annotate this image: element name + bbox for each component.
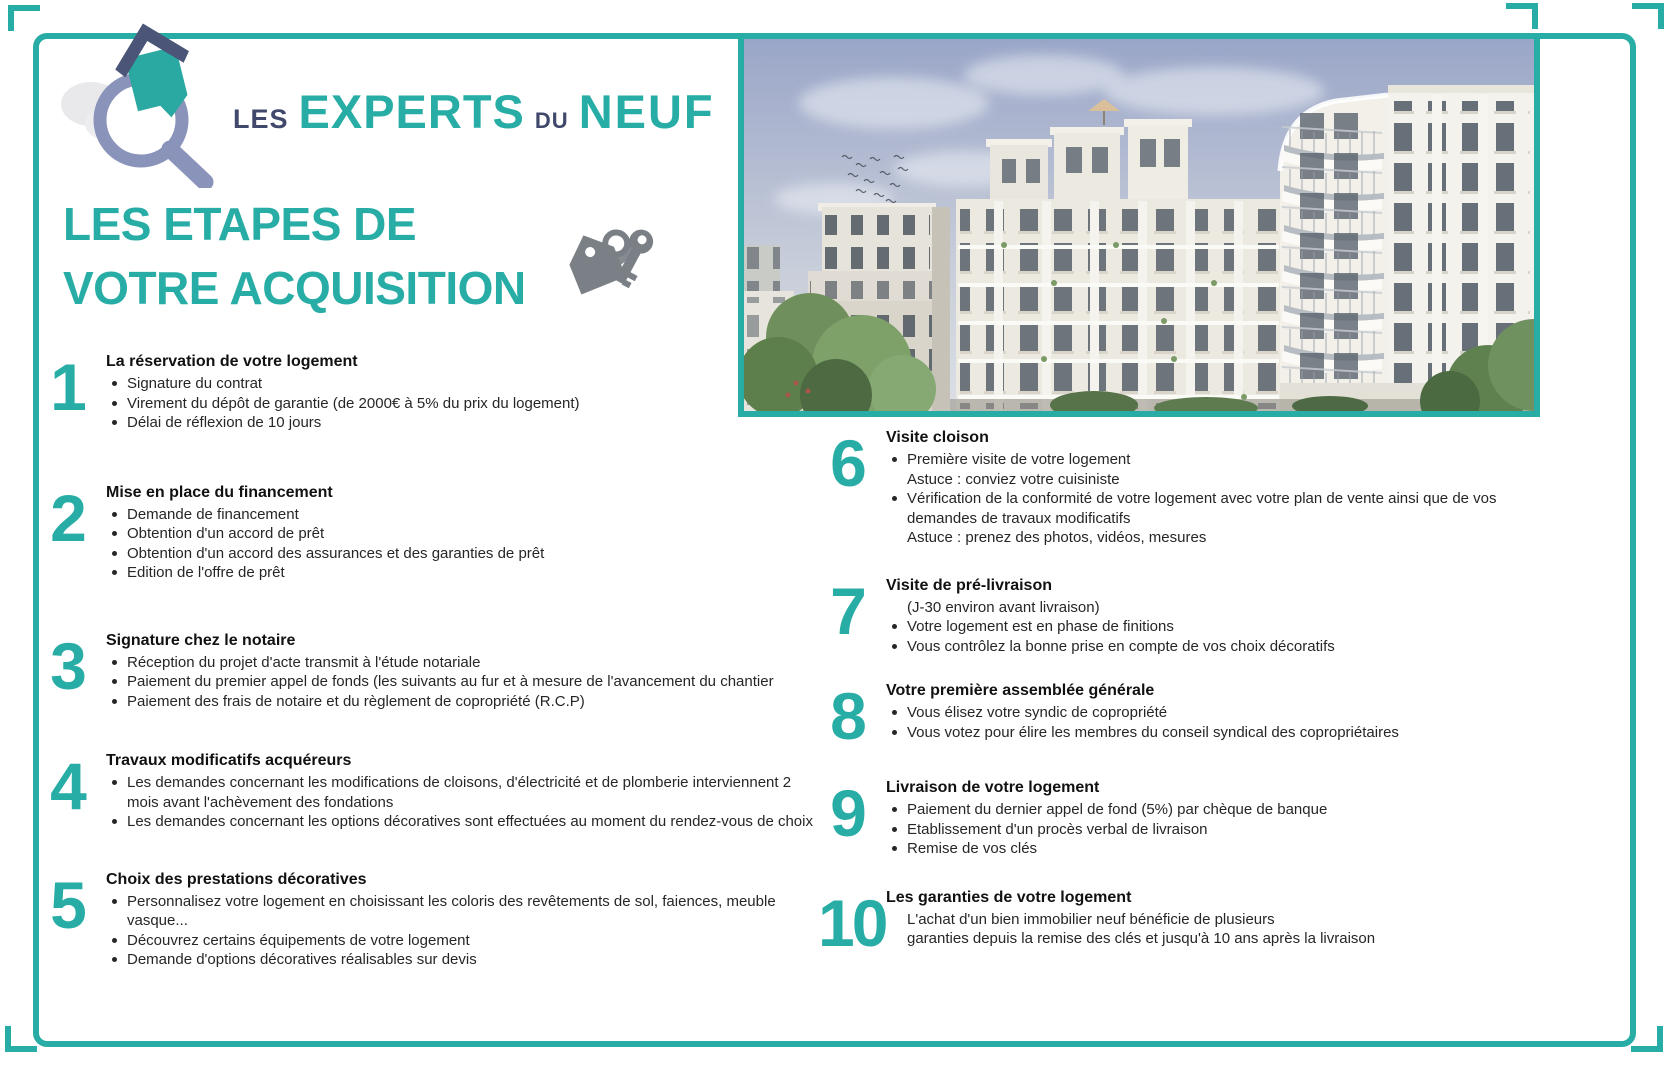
step-line-text: Les demandes concernant les modifications de cloisons, d'électricité et de plomberie interviennent 2	[127, 774, 792, 791]
building-photo	[738, 33, 1540, 417]
step	[38, 867, 818, 970]
bullet-dot	[112, 570, 117, 575]
step-line	[886, 800, 1327, 820]
bullet-dot	[892, 807, 897, 812]
bullet-dot	[112, 780, 117, 785]
step-line-text: Vous votez pour élire les membres du conseil syndical des copropriétaires	[907, 723, 1399, 741]
bullet-dot	[892, 846, 897, 851]
step	[818, 885, 1558, 960]
step-items	[886, 450, 1497, 548]
step-line-text: Astuce : prenez des photos, vidéos, mesures	[907, 529, 1207, 546]
step-number: 9	[830, 776, 864, 850]
bullet-dot	[112, 660, 117, 665]
step	[818, 778, 1558, 859]
step-line-text: Les demandes concernant les options décoratives sont effectuées au moment du rendez-vous de choix	[127, 813, 813, 830]
step-line	[106, 544, 544, 564]
step-heading: Signature chez le notaire	[106, 631, 296, 649]
step	[818, 573, 1558, 657]
house-keys-icon	[554, 213, 670, 309]
step-line-text: Personnalisez votre logement en choisissant les coloris des revêtements de sol, faiences, meuble	[127, 892, 776, 910]
step-line	[886, 723, 1399, 743]
step-number: 10	[818, 885, 886, 960]
step-body	[876, 428, 1497, 548]
brand-wordmark	[233, 84, 715, 139]
step-line	[886, 637, 1335, 657]
step-line	[886, 598, 1335, 618]
step-line-text: Etablissement d'un procès verbal de livraison	[907, 820, 1208, 838]
step-heading: Visite cloison	[886, 429, 989, 446]
step-line	[886, 910, 1375, 930]
page-title	[63, 192, 526, 320]
crop-mark-bottom-right	[1631, 1026, 1663, 1052]
step-heading: Choix des prestations décoratives	[106, 870, 367, 888]
step-line	[106, 773, 813, 793]
step-line-text: Demande de financement	[127, 505, 299, 523]
step	[38, 628, 818, 712]
step-line-text: Paiement des frais de notaire et du règlement de copropriété (R.C.P)	[127, 692, 585, 710]
crop-mark-bottom-left	[5, 1026, 37, 1052]
step	[818, 428, 1558, 548]
step-line-text: Paiement du dernier appel de fond (5%) par chèque de banque	[907, 801, 1328, 818]
crop-mark-top-middle	[1506, 3, 1538, 29]
step-line	[106, 892, 776, 912]
step-line	[106, 413, 580, 433]
step-number: 8	[830, 679, 864, 753]
step-heading: Travaux modificatifs acquéreurs	[106, 752, 352, 769]
step-number: 7	[830, 573, 864, 648]
step-line-text: Remise de vos clés	[907, 840, 1038, 857]
step-body	[96, 870, 776, 970]
steps-right	[818, 426, 1558, 960]
step-line	[106, 653, 774, 673]
step-items	[106, 374, 580, 433]
step-line-text: Signature du contrat	[127, 375, 263, 392]
step-body	[876, 888, 1375, 952]
step-line-text: Votre logement est en phase de finitions	[907, 618, 1174, 635]
step-line	[106, 505, 544, 525]
bullet-dot	[112, 401, 117, 406]
step-heading: Mise en place du financement	[106, 483, 333, 501]
step-body	[96, 352, 580, 433]
step-line-text: Virement du dépôt de garantie (de 2000€ à 5% du prix du logement)	[127, 394, 580, 412]
step-number: 3	[50, 628, 84, 703]
step-items	[106, 892, 776, 970]
step-line-text: Paiement du premier appel de fonds (les suivants au fur et à mesure de l'avancement du chantier	[127, 673, 774, 690]
step-items	[886, 910, 1375, 949]
bullet-dot	[112, 819, 117, 824]
logo-word-les: LES	[233, 104, 289, 134]
step-items	[106, 505, 544, 583]
step-number: 2	[50, 480, 84, 555]
step-body	[96, 751, 813, 832]
logo-word-neuf: NEUF	[578, 85, 715, 138]
bullet-dot	[112, 381, 117, 386]
brand-logo	[55, 2, 715, 193]
step-line-text: Astuce : conviez votre cuisiniste	[907, 470, 1120, 488]
step	[818, 679, 1558, 753]
bullet-dot	[112, 938, 117, 943]
bullet-dot	[892, 730, 897, 735]
house-magnifier-icon	[55, 2, 223, 193]
bullet-dot	[112, 551, 117, 556]
step-heading: Votre première assemblée générale	[886, 682, 1155, 699]
step-number: 4	[50, 749, 84, 823]
step-line-text: mois avant l'achèvement des fondations	[127, 793, 394, 811]
step-line	[106, 374, 580, 394]
step-line	[886, 509, 1497, 529]
step-line	[886, 489, 1497, 509]
step	[38, 751, 818, 832]
step-line	[106, 812, 813, 832]
bullet-dot	[892, 496, 897, 501]
step-number: 1	[50, 350, 84, 424]
bullet-dot	[112, 531, 117, 536]
step-heading: La réservation de votre logement	[106, 353, 358, 370]
step-body	[876, 681, 1399, 745]
step-line-text: Réception du projet d'acte transmit à l'étude notariale	[127, 653, 481, 671]
title-line-2: VOTRE ACQUISITION	[63, 262, 526, 314]
step-heading: Visite de pré-livraison	[886, 576, 1052, 594]
step-items	[886, 800, 1327, 859]
step-line-text: Vous contrôlez la bonne prise en compte de vos choix décoratifs	[907, 637, 1335, 655]
bullet-dot	[112, 957, 117, 962]
step-line-text: Première visite de votre logement	[907, 451, 1131, 468]
logo-word-du: DU	[534, 108, 569, 133]
step-line-text: vasque...	[127, 912, 188, 929]
step-line-text: L'achat d'un bien immobilier neuf bénéficie de plusieurs	[907, 910, 1275, 928]
step-line	[106, 793, 813, 813]
step-body	[96, 483, 544, 583]
bullet-dot	[892, 710, 897, 715]
step-line	[106, 931, 776, 951]
step-line	[106, 563, 544, 583]
step-line	[886, 470, 1497, 490]
step-line	[106, 394, 580, 414]
step-line-text: Obtention d'un accord de prêt	[127, 525, 325, 542]
step-line	[886, 450, 1497, 470]
step-line	[886, 820, 1327, 840]
bullet-dot	[892, 624, 897, 629]
bullet-dot	[112, 679, 117, 684]
bullet-dot	[112, 512, 117, 517]
bullet-dot	[112, 699, 117, 704]
step-line	[106, 911, 776, 931]
step-line-text: Délai de réflexion de 10 jours	[127, 414, 322, 431]
step	[38, 352, 818, 433]
step-heading: Livraison de votre logement	[886, 779, 1100, 796]
bullet-dot	[892, 827, 897, 832]
step-line-text: demandes de travaux modificatifs	[907, 509, 1131, 527]
step-line	[106, 524, 544, 544]
step-line	[886, 839, 1327, 859]
step	[38, 480, 818, 583]
step-line-text: (J-30 environ avant livraison)	[907, 598, 1100, 616]
step-line	[106, 950, 776, 970]
step-line	[886, 528, 1497, 548]
step-body	[876, 778, 1327, 859]
step-line-text: Edition de l'offre de prêt	[127, 564, 285, 581]
step-line	[886, 617, 1335, 637]
step-items	[886, 598, 1335, 657]
step-line-text: Vous élisez votre syndic de copropriété	[907, 704, 1168, 721]
step-line-text: garanties depuis la remise des clés et jusqu'à 10 ans après la livraison	[907, 930, 1376, 947]
steps-left	[38, 352, 818, 970]
step-body	[876, 576, 1335, 657]
step-line	[106, 672, 774, 692]
bullet-dot	[112, 899, 117, 904]
step-line	[886, 703, 1399, 723]
step-body	[96, 631, 774, 712]
step-number: 5	[50, 867, 84, 942]
step-line	[106, 692, 774, 712]
step-items	[106, 773, 813, 832]
step-line-text: Obtention d'un accord des assurances et des garanties de prêt	[127, 544, 545, 562]
step-number: 6	[830, 426, 864, 500]
step-items	[106, 653, 774, 712]
step-line-text: Demande d'options décoratives réalisables sur devis	[127, 951, 477, 968]
crop-mark-top-right	[1632, 3, 1664, 29]
step-line	[886, 929, 1375, 949]
title-line-1: LES ETAPES DE	[63, 198, 417, 250]
step-heading: Les garanties de votre logement	[886, 888, 1132, 906]
bullet-dot	[892, 457, 897, 462]
step-items	[886, 703, 1399, 742]
bullet-dot	[892, 644, 897, 649]
step-line-text: Vérification de la conformité de votre logement avec votre plan de vente ainsi que de vos	[907, 490, 1497, 507]
bullet-dot	[112, 420, 117, 425]
logo-word-experts: EXPERTS	[298, 85, 525, 138]
crop-mark-top-left	[8, 5, 40, 31]
step-line-text: Découvrez certains équipements de votre logement	[127, 931, 470, 949]
